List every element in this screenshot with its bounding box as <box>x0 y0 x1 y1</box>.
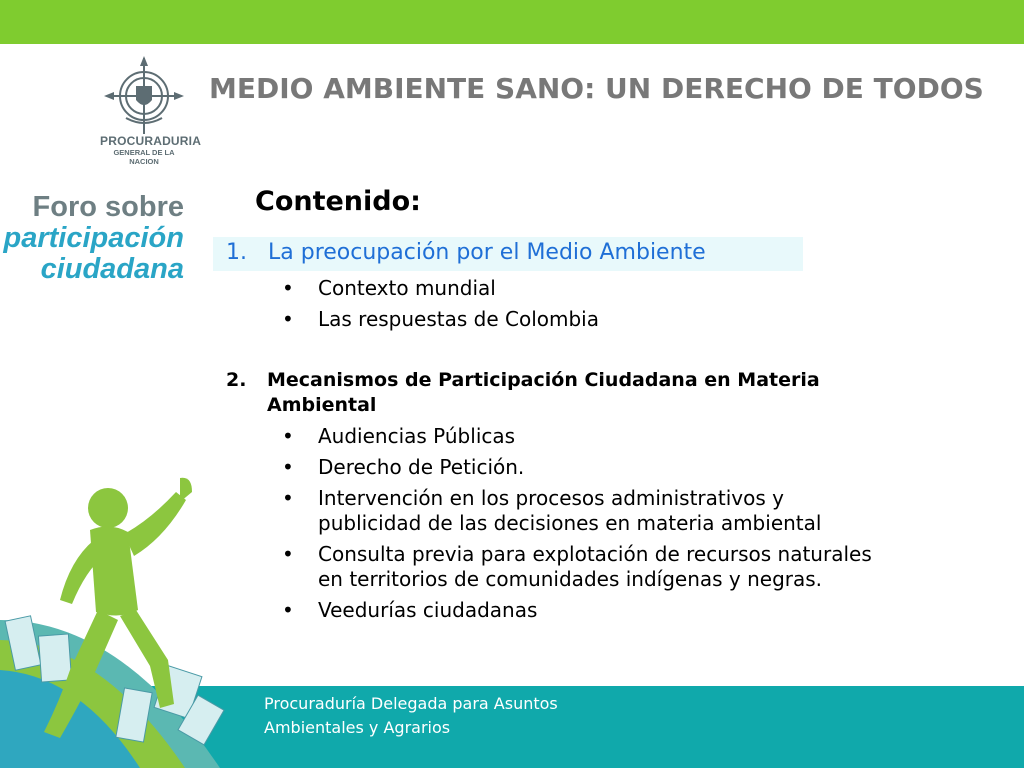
item-2-label-line-1: Mecanismos de Participación Ciudadana en Materia <box>267 369 820 391</box>
foro-line-3: ciudadana <box>40 253 184 285</box>
logo-line-1: PROCURADURIA <box>100 134 202 148</box>
page-title: MEDIO AMBIENTE SANO: UN DERECHO DE TODOS <box>209 72 984 105</box>
bullet-text-line-2: en territorios de comunidades indígenas y negras. <box>318 567 823 591</box>
list-item-1 <box>226 240 706 265</box>
footer-line-2: Ambientales y Agrarios <box>264 718 451 737</box>
item-1-number: 1. <box>226 240 247 265</box>
bullet-text: Contexto mundial <box>318 276 496 300</box>
bullet-icon: • <box>282 424 294 448</box>
list-item <box>282 424 872 449</box>
list-item <box>282 307 599 332</box>
list-item <box>282 598 872 623</box>
bullet-text: Derecho de Petición. <box>318 455 525 479</box>
bullet-icon: • <box>282 455 294 479</box>
top-accent-bar <box>0 0 1024 44</box>
bullet-text-line-1: Consulta previa para explotación de recursos naturales <box>318 542 872 566</box>
foro-label <box>0 192 184 285</box>
item-1-label: La preocupación por el Medio Ambiente <box>268 240 706 265</box>
list-item <box>282 455 872 480</box>
bullet-icon: • <box>282 542 294 566</box>
footer-line-1: Procuraduría Delegada para Asuntos <box>264 694 558 713</box>
footer-text <box>264 692 558 740</box>
item-2-label-line-2: Ambiental <box>267 394 377 416</box>
list-item <box>282 486 872 536</box>
bullet-text-line-2: publicidad de las decisiones en materia ambiental <box>318 511 822 535</box>
list-item <box>282 542 872 592</box>
bullet-icon: • <box>282 276 294 300</box>
bullet-icon: • <box>282 598 294 622</box>
bullet-text-line-1: Intervención en los procesos administrativos y <box>318 486 784 510</box>
foro-line-2: participación <box>3 222 184 254</box>
climbing-person-illustration <box>0 470 260 768</box>
bullet-text: Audiencias Públicas <box>318 424 516 448</box>
bullet-icon: • <box>282 486 294 510</box>
foro-line-1: Foro sobre <box>32 191 184 223</box>
item-2-bullets <box>282 424 872 629</box>
item-1-bullets <box>282 276 599 338</box>
logo-wordmark <box>100 134 202 166</box>
bullet-text: Las respuestas de Colombia <box>318 307 599 331</box>
item-2-number: 2. <box>226 369 247 391</box>
bullet-text: Veedurías ciudadanas <box>318 598 538 622</box>
list-item-2 <box>226 368 820 418</box>
content-heading: Contenido: <box>255 186 421 217</box>
logo-line-2: GENERAL DE LA NACION <box>113 148 175 166</box>
list-item <box>282 276 599 301</box>
bullet-icon: • <box>282 307 294 331</box>
